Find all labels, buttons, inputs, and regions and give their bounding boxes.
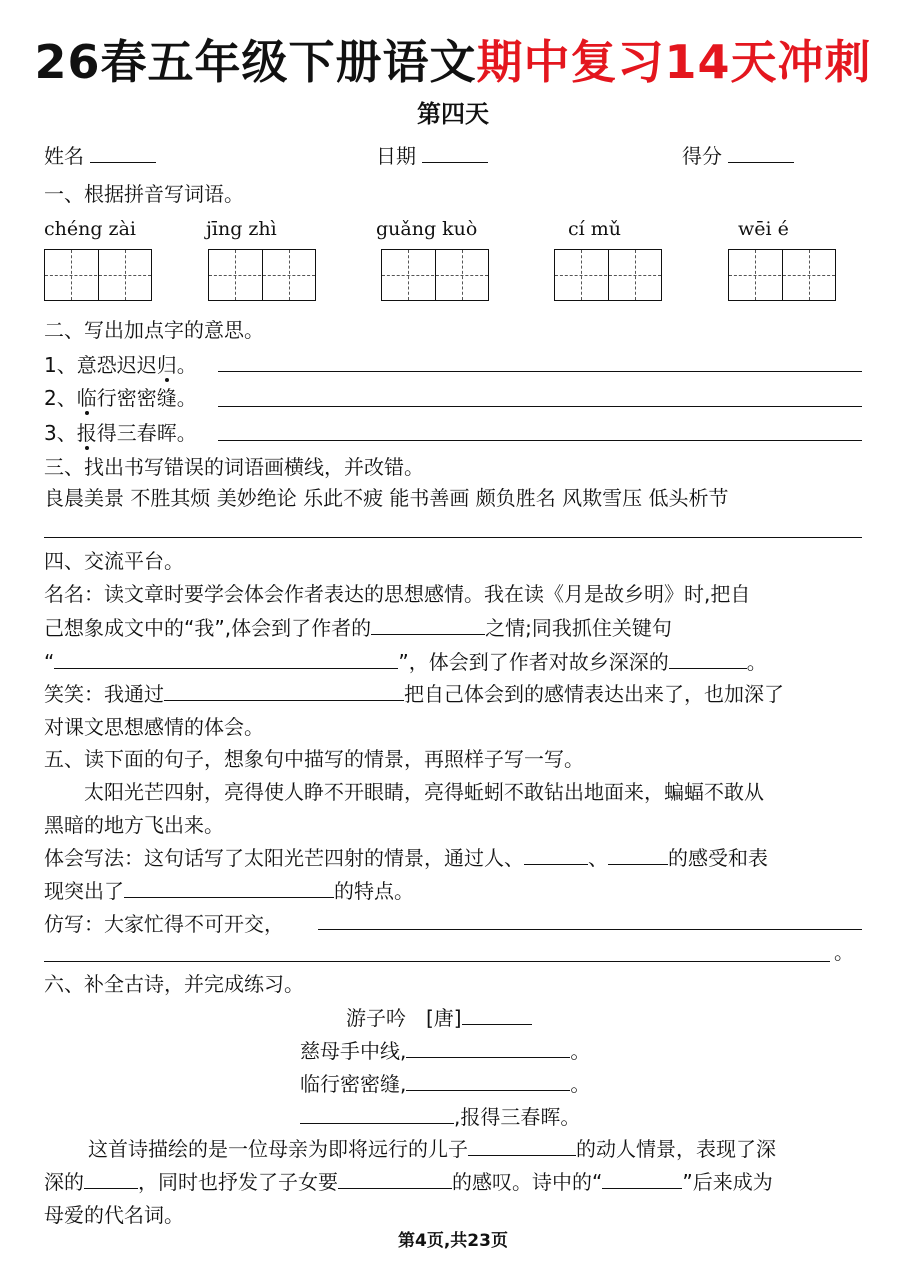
- meaning-item-1: 1、意恐迟迟归。: [44, 353, 197, 377]
- s5-line-4: 现突出了 的特点。: [44, 879, 414, 903]
- section-1-heading: 一、根据拼音写词语。: [44, 182, 244, 206]
- s6-question-3: 母爱的代名词。: [44, 1203, 184, 1227]
- s4-line-2: 己想象成文中的“我”,体会到了作者的 之情;同我抓住关键句: [44, 616, 672, 640]
- score-blank: [728, 142, 794, 163]
- section-5-heading: 五、读下面的句子，想象句中描写的情景，再照样子写一写。: [44, 747, 584, 771]
- section-4-heading: 四、交流平台。: [44, 549, 184, 573]
- pinyin-2: jīng zhì: [206, 218, 277, 240]
- blank-method[interactable]: [164, 680, 404, 701]
- writing-box-4[interactable]: [554, 249, 662, 301]
- writing-box-3[interactable]: [381, 249, 489, 301]
- section-3-heading: 三、找出书写错误的词语画横线，并改错。: [44, 455, 424, 479]
- s4-line-5: 对课文思想感情的体会。: [44, 715, 264, 739]
- s4-line-4: 笑笑：我通过 把自己体会到的感情表达出来了，也加深了: [44, 682, 784, 706]
- s5-line-2: 黑暗的地方飞出来。: [44, 813, 224, 837]
- blank-creature-2[interactable]: [608, 844, 668, 865]
- imitation-line-1[interactable]: [318, 929, 862, 930]
- blank-mother-action[interactable]: [468, 1135, 576, 1156]
- poem-line-3: ,报得三春晖。: [300, 1103, 580, 1131]
- blank-children-wish[interactable]: [338, 1168, 452, 1189]
- poem-line-2: 临行密密缝, 。: [300, 1072, 591, 1096]
- page-number: 第4页,共23页: [398, 1231, 508, 1251]
- answer-line-1[interactable]: [218, 371, 862, 372]
- dotted-char-2: 临: [76, 386, 97, 410]
- blank-creature-1[interactable]: [524, 844, 588, 865]
- blank-poet[interactable]: [462, 1004, 532, 1025]
- meaning-item-3: 3、报得三春晖。: [44, 421, 197, 445]
- section-6-heading: 六、补全古诗，并完成练习。: [44, 972, 304, 996]
- poem-line-1: 慈母手中线, 。: [300, 1039, 591, 1063]
- answer-line-2[interactable]: [218, 406, 862, 407]
- answer-line-3[interactable]: [218, 440, 862, 441]
- s5-line-5: 仿写：大家忙得不可开交，: [44, 912, 284, 936]
- date-field: [376, 142, 488, 170]
- blank-deep[interactable]: [84, 1168, 138, 1189]
- s5-line-3: 体会写法：这句话写了太阳光芒四射的情景，通过人、 、 的感受和表: [44, 846, 768, 870]
- page-title: [0, 26, 906, 92]
- date-label: 日期: [376, 144, 416, 168]
- imitation-line-2[interactable]: [44, 961, 830, 962]
- name-field: [44, 142, 156, 170]
- writing-box-1[interactable]: [44, 249, 152, 301]
- word-list: 良晨美景 不胜其烦 美妙绝论 乐此不疲 能书善画 颇负胜名 风欺雪压 低头析节: [44, 486, 729, 510]
- pinyin-3: guǎng kuò: [376, 218, 478, 240]
- correction-line[interactable]: [44, 537, 862, 538]
- pinyin-4: cí mǔ: [568, 218, 622, 240]
- blank-key-sentence[interactable]: [54, 648, 398, 669]
- score-field: [682, 142, 794, 170]
- poem-title-line: [346, 1004, 532, 1032]
- title-red: 期中复习14天冲刺: [476, 35, 872, 89]
- name-label: 姓名: [44, 144, 84, 168]
- section-2-heading: 二、写出加点字的意思。: [44, 318, 264, 342]
- blank-quote[interactable]: [602, 1168, 682, 1189]
- blank-poem-2[interactable]: [406, 1070, 570, 1091]
- imitation-end: 。: [834, 940, 854, 964]
- blank-poem-1[interactable]: [406, 1037, 570, 1058]
- page-subtitle: 第四天: [417, 100, 489, 128]
- writing-box-2[interactable]: [208, 249, 316, 301]
- writing-box-5[interactable]: [728, 249, 836, 301]
- poem-title: 游子吟 [唐]: [346, 1006, 462, 1030]
- dotted-char-1: 归: [156, 353, 177, 377]
- blank-hometown-feeling[interactable]: [669, 648, 747, 669]
- s6-question-2: 深的 ，同时也抒发了子女要 的感叹。诗中的“ ”后来成为: [44, 1170, 773, 1194]
- score-label: 得分: [682, 144, 722, 168]
- pinyin-5: wēi é: [738, 218, 789, 240]
- s5-line-1: 太阳光芒四射，亮得使人睁不开眼睛，亮得蚯蚓不敢钻出地面来，蝙蝠不敢从: [84, 780, 764, 804]
- name-blank: [90, 142, 156, 163]
- date-blank: [422, 142, 488, 163]
- title-black: 26春五年级下册语文: [34, 35, 477, 89]
- meaning-item-2: 2、临行密密缝。: [44, 386, 197, 410]
- s4-line-3: “ ”，体会到了作者对故乡深深的 。: [44, 650, 767, 674]
- s4-line-1: 名名：读文章时要学会体会作者表达的思想感情。我在读《月是故乡明》时,把自: [44, 582, 751, 606]
- dotted-char-3: 报: [76, 421, 97, 445]
- blank-poem-3[interactable]: [300, 1103, 454, 1124]
- blank-author-feeling[interactable]: [371, 614, 485, 635]
- s6-question-1: 这首诗描绘的是一位母亲为即将远行的儿子 的动人情景，表现了深: [88, 1137, 776, 1161]
- blank-feature[interactable]: [124, 877, 334, 898]
- pinyin-1: chéng zài: [44, 218, 136, 240]
